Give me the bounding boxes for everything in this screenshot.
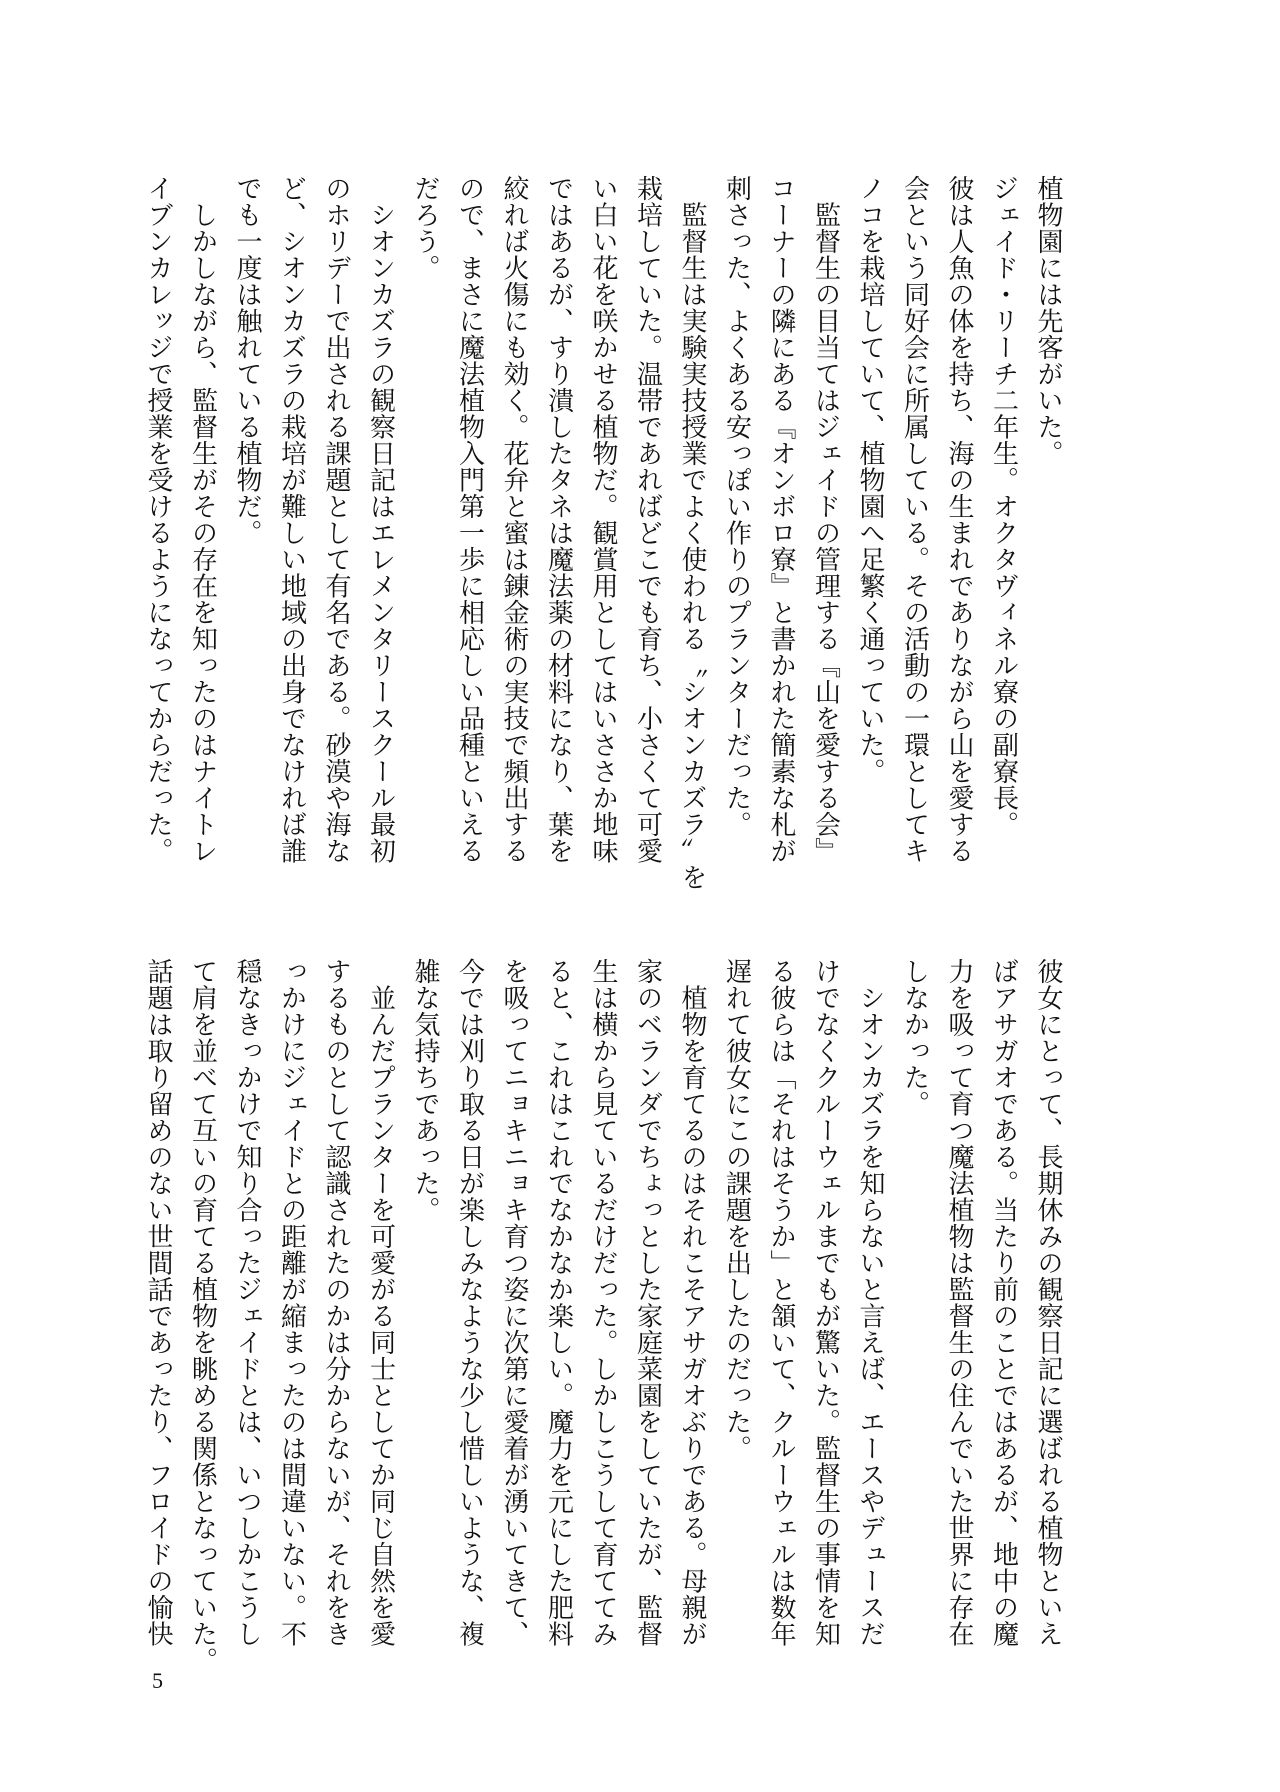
upper-text-block: [136, 175, 1071, 891]
text-line: ジェイド・リーチ二年生。オクタヴィネル寮の副寮長。: [988, 175, 1019, 838]
text-line: 監督生の目当てはジェイドの管理する『山を愛する会』: [810, 175, 841, 864]
lower-text-block: [136, 958, 1071, 1674]
text-line: のホリデーで出される課題として有名である。砂漠や海な: [321, 175, 351, 864]
text-line: 監督生は実験実技授業でよく使われる〝シオンカズラ〟を: [677, 175, 707, 891]
text-line: 栽培していた。温帯であればどこでも育ち、小さくて可愛: [632, 175, 663, 864]
text-line: を吸ってニョキニョキ育つ姿に次第に愛着が湧いてきて、: [499, 958, 529, 1647]
text-line: 遅れて彼女にこの課題を出したのだった。: [721, 958, 752, 1462]
text-line: ると、これはこれでなかなか楽しい。魔力を元にした肥料: [543, 958, 574, 1647]
page-number: 5: [152, 1668, 163, 1693]
text-line: 彼は人魚の体を持ち、海の生まれでありながら山を愛する: [944, 175, 974, 864]
text-line: ノコを栽培していて、植物園へ足繁く通っていた。: [855, 175, 885, 785]
text-line: 家のベランダでちょっとした家庭菜園をしていたが、監督: [632, 958, 663, 1647]
text-line: 会という同好会に所属している。その活動の一環としてキ: [899, 175, 930, 864]
text-line: 植物を育てるのはそれこそアサガオぶりである。母親が: [677, 958, 707, 1647]
text-line: ので、まさに魔法植物入門第一歩に相応しい品種といえる: [454, 175, 485, 864]
text-line: しなかった。: [899, 958, 930, 1117]
text-line: ばアサガオである。当たり前のことではあるが、地中の魔: [988, 958, 1019, 1647]
text-line: る彼らは「それはそうか」と頷いて、クルーウェルは数年: [766, 958, 796, 1647]
text-line: ではあるが、すり潰したタネは魔法薬の材料になり、葉を: [543, 175, 574, 864]
text-line: けでなくクルーウェルまでもが驚いた。監督生の事情を知: [810, 958, 841, 1647]
text-line: シオンカズラを知らないと言えば、エースやデュースだ: [855, 958, 885, 1647]
text-line: しかしながら、監督生がその存在を知ったのはナイトレ: [187, 175, 218, 864]
text-line: するものとして認識されたのかは分からないが、それをき: [321, 958, 351, 1647]
text-line: て肩を並べて互いの育てる植物を眺める関係となっていた。: [187, 958, 218, 1674]
text-line: 雑な気持ちであった。: [410, 958, 440, 1223]
text-line: 話題は取り留めのない世間話であったり、フロイドの愉快: [143, 958, 173, 1647]
text-line: でも一度は触れている植物だ。: [232, 175, 262, 546]
text-line: ど、シオンカズラの栽培が難しい地域の出身でなければ誰: [276, 175, 307, 864]
text-line: 穏なきっかけで知り合ったジェイドとは、いつしかこうし: [232, 958, 262, 1647]
text-line: コーナーの隣にある『オンボロ寮』と書かれた簡素な札が: [766, 175, 796, 864]
text-line: っかけにジェイドとの距離が縮まったのは間違いない。不: [276, 958, 307, 1647]
text-line: 絞れば火傷にも効く。花弁と蜜は錬金術の実技で頻出する: [499, 175, 529, 864]
text-line: イブンカレッジで授業を受けるようになってからだった。: [143, 175, 173, 864]
text-line: 生は横から見ているだけだった。しかしこうして育ててみ: [588, 958, 618, 1647]
text-line: 植物園には先客がいた。: [1033, 175, 1063, 467]
text-line: 彼女にとって、長期休みの観察日記に選ばれる植物といえ: [1033, 958, 1063, 1647]
text-line: 力を吸って育つ魔法植物は監督生の住んでいた世界に存在: [944, 958, 974, 1647]
text-line: 並んだプランターを可愛がる同士としてか同じ自然を愛: [365, 958, 396, 1647]
text-line: 今では刈り取る日が楽しみなような少し惜しいような、複: [454, 958, 485, 1647]
text-line: い白い花を咲かせる植物だ。観賞用としてはいささか地味: [588, 175, 618, 864]
text-line: シオンカズラの観察日記はエレメンタリースクール最初: [365, 175, 396, 864]
text-line: だろう。: [410, 175, 440, 281]
text-line: 刺さった、よくある安っぽい作りのプランターだった。: [721, 175, 752, 838]
